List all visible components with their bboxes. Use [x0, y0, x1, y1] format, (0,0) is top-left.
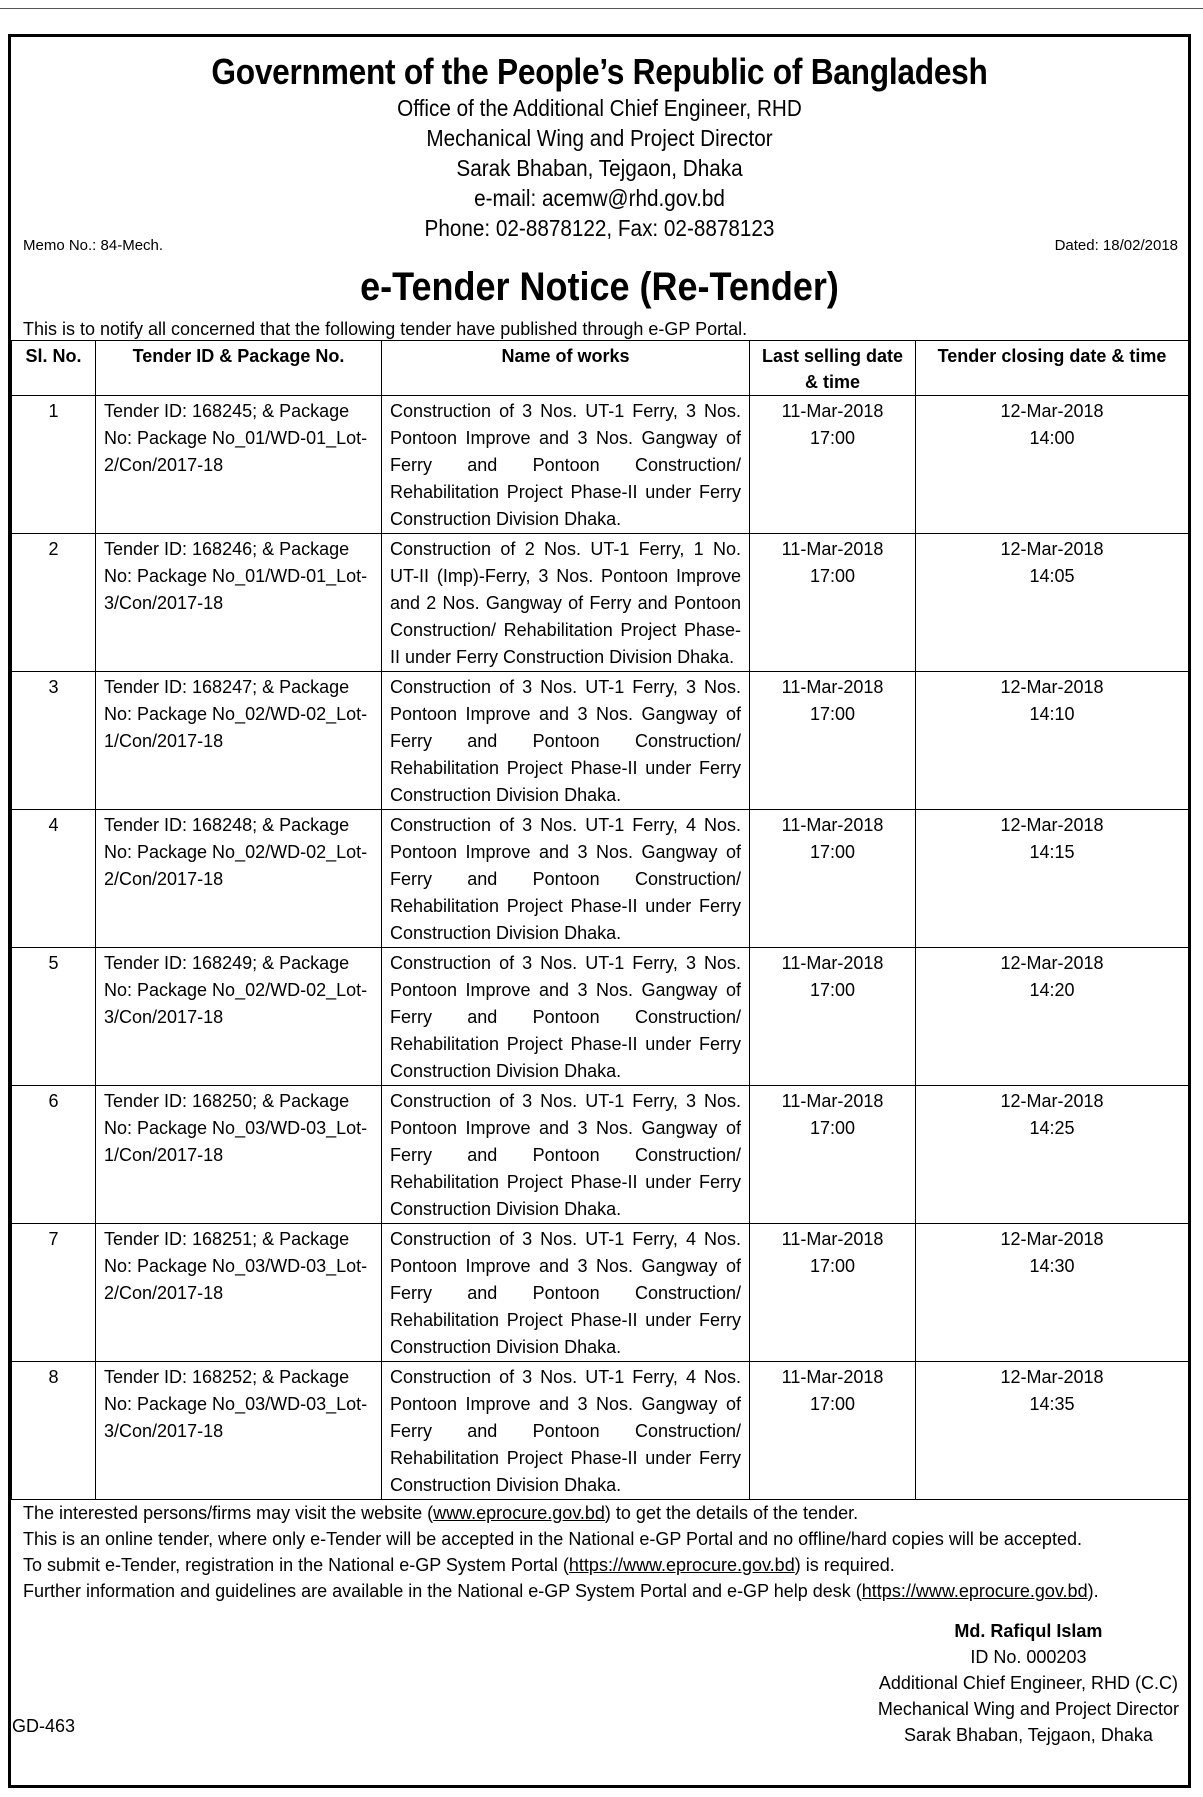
footer-text: Further information and guidelines are available in the National e-GP System Portal and e-GP help desk (	[23, 1581, 862, 1601]
cell-tender-id	[96, 1224, 382, 1362]
cell-tender-id-text: Tender ID: 168247; & Package No: Package No_02/WD-02_Lot-1/Con/2017-18	[104, 677, 368, 751]
cell-closing	[916, 1362, 1189, 1500]
cell-sl-no-text: 7	[48, 1229, 59, 1249]
cell-last-selling-text: 17:00	[809, 566, 856, 586]
cell-last-selling-text: 17:00	[809, 1256, 856, 1276]
column-header-works: Name of works	[382, 341, 750, 396]
top-rule	[0, 8, 1203, 9]
cell-name-of-works-text: Construction of 3 Nos. UT-1 Ferry, 3 Nos. Pontoon Improve and 3 Nos. Gangway of Ferry and Pontoon Construction/ Rehabilitation Project Phase-II under Ferry Construction Division Dhaka.	[390, 1091, 741, 1219]
cell-last-selling	[750, 1086, 916, 1224]
memo-date: Dated: 18/02/2018	[1054, 237, 1178, 254]
footer-text: ) to get the details of the tender.	[604, 1503, 859, 1523]
cell-last-selling-text: 11-Mar-2018	[781, 1367, 884, 1387]
intro-text: This is to notify all concerned that the following tender have published through e-GP Portal.	[23, 319, 748, 339]
cell-name-of-works-text: Construction of 3 Nos. UT-1 Ferry, 4 Nos. Pontoon Improve and 3 Nos. Gangway of Ferry and Pontoon Construction/ Rehabilitation Project Phase-II under Ferry Construction Division Dhaka.	[390, 815, 741, 943]
cell-closing-text: 12-Mar-2018	[1000, 815, 1104, 835]
cell-tender-id-text: Tender ID: 168246; & Package No: Package No_01/WD-01_Lot-3/Con/2017-18	[104, 539, 368, 613]
cell-name-of-works-text: Construction of 3 Nos. UT-1 Ferry, 3 Nos. Pontoon Improve and 3 Nos. Gangway of Ferry and Pontoon Construction/ Rehabilitation Project Phase-II under Ferry Construction Division Dhaka.	[390, 953, 741, 1081]
office-line: Office of the Additional Chief Engineer, RHD	[397, 95, 802, 121]
footer-text: To submit e-Tender, registration in the National e-GP System Portal (	[23, 1555, 569, 1575]
cell-name-of-works	[382, 1086, 750, 1224]
cell-last-selling-text: 11-Mar-2018	[781, 539, 884, 559]
cell-tender-id-text: Tender ID: 168245; & Package No: Package No_01/WD-01_Lot-2/Con/2017-18	[104, 401, 368, 475]
signatory-id: ID No. 000203	[970, 1647, 1087, 1667]
cell-closing	[916, 534, 1189, 672]
table-row	[12, 396, 1189, 534]
memo-row	[11, 237, 1188, 259]
cell-closing-text: 14:10	[1029, 704, 1075, 724]
cell-closing-text: 12-Mar-2018	[1000, 953, 1104, 973]
cell-tender-id	[96, 948, 382, 1086]
cell-closing	[916, 948, 1189, 1086]
cell-last-selling-text: 11-Mar-2018	[781, 815, 884, 835]
cell-tender-id-text: Tender ID: 168252; & Package No: Package No_03/WD-03_Lot-3/Con/2017-18	[104, 1367, 368, 1441]
address-line: Sarak Bhaban, Tejgaon, Dhaka	[456, 155, 743, 181]
cell-tender-id-text: Tender ID: 168251; & Package No: Package No_03/WD-03_Lot-2/Con/2017-18	[104, 1229, 368, 1303]
letterhead	[11, 51, 1188, 243]
cell-tender-id-text: Tender ID: 168249; & Package No: Package No_02/WD-02_Lot-3/Con/2017-18	[104, 953, 368, 1027]
cell-tender-id	[96, 534, 382, 672]
cell-tender-id-text: Tender ID: 168250; & Package No: Package No_03/WD-03_Lot-1/Con/2017-18	[104, 1091, 368, 1165]
cell-name-of-works-text: Construction of 3 Nos. UT-1 Ferry, 4 Nos. Pontoon Improve and 3 Nos. Gangway of Ferry and Pontoon Construction/ Rehabilitation Project Phase-II under Ferry Construction Division Dhaka.	[390, 1229, 741, 1357]
gd-number: GD-463	[12, 1716, 76, 1736]
table-row	[12, 1086, 1189, 1224]
cell-closing-text: 14:35	[1029, 1394, 1075, 1414]
cell-last-selling-text: 17:00	[809, 1394, 856, 1414]
footer-text: ) is required.	[794, 1555, 895, 1575]
cell-tender-id	[96, 810, 382, 948]
cell-last-selling-text: 11-Mar-2018	[781, 1229, 884, 1249]
cell-name-of-works-text: Construction of 3 Nos. UT-1 Ferry, 4 Nos. Pontoon Improve and 3 Nos. Gangway of Ferry and Pontoon Construction/ Rehabilitation Project Phase-II under Ferry Construction Division Dhaka.	[390, 1367, 741, 1495]
cell-name-of-works	[382, 1362, 750, 1500]
eprocure-link[interactable]: www.eprocure.gov.bd	[433, 1503, 605, 1523]
wing-line: Mechanical Wing and Project Director	[426, 125, 773, 151]
cell-sl-no	[12, 672, 96, 810]
cell-sl-no-text: 1	[48, 401, 59, 421]
cell-closing	[916, 1086, 1189, 1224]
cell-closing	[916, 672, 1189, 810]
cell-closing	[916, 810, 1189, 948]
cell-last-selling	[750, 1224, 916, 1362]
cell-closing-text: 12-Mar-2018	[1000, 539, 1104, 559]
cell-tender-id-text: Tender ID: 168248; & Package No: Package No_02/WD-02_Lot-2/Con/2017-18	[104, 815, 368, 889]
cell-last-selling-text: 17:00	[809, 1118, 856, 1138]
cell-name-of-works-text: Construction of 2 Nos. UT-1 Ferry, 1 No. UT-II (Imp)-Ferry, 3 Nos. Pontoon Improve and 2 Nos. Gangway of Ferry and Pontoon Construction/ Rehabilitation Project Phase-II under Ferry Construction Division Dhaka.	[390, 539, 741, 667]
cell-last-selling-text: 11-Mar-2018	[781, 401, 884, 421]
cell-closing-text: 12-Mar-2018	[1000, 677, 1104, 697]
cell-last-selling	[750, 1362, 916, 1500]
cell-sl-no	[12, 1086, 96, 1224]
cell-closing-text: 12-Mar-2018	[1000, 1229, 1104, 1249]
cell-sl-no	[12, 396, 96, 534]
footer-line-website	[23, 1500, 1188, 1526]
column-header-sl: Sl. No.	[12, 341, 96, 396]
cell-closing-text: 14:30	[1029, 1256, 1075, 1276]
signatory-address: Sarak Bhaban, Tejgaon, Dhaka	[904, 1725, 1153, 1745]
column-header-tender: Tender ID & Package No.	[96, 341, 382, 396]
notice-frame	[8, 34, 1191, 1788]
table-row	[12, 948, 1189, 1086]
cell-last-selling-text: 17:00	[809, 428, 856, 448]
cell-tender-id	[96, 1362, 382, 1500]
cell-closing-text: 14:00	[1029, 428, 1075, 448]
cell-tender-id	[96, 1086, 382, 1224]
cell-last-selling	[750, 672, 916, 810]
cell-last-selling	[750, 948, 916, 1086]
signatory-title: Additional Chief Engineer, RHD (C.C)	[878, 1673, 1178, 1693]
table-row	[12, 810, 1189, 948]
cell-tender-id	[96, 672, 382, 810]
cell-sl-no	[12, 534, 96, 672]
footer-line-online: This is an online tender, where only e-Tender will be accepted in the National e-GP Portal and no offline/hard copies will be accepted.	[23, 1529, 1082, 1549]
cell-last-selling-text: 17:00	[809, 704, 856, 724]
memo-number: Memo No.: 84-Mech.	[23, 237, 164, 254]
cell-name-of-works	[382, 672, 750, 810]
table-body	[12, 396, 1189, 1500]
table-row	[12, 1362, 1189, 1500]
cell-sl-no-text: 3	[48, 677, 59, 697]
cell-last-selling	[750, 810, 916, 948]
cell-name-of-works-text: Construction of 3 Nos. UT-1 Ferry, 3 Nos. Pontoon Improve and 3 Nos. Gangway of Ferry and Pontoon Construction/ Rehabilitation Project Phase-II under Ferry Construction Division Dhaka.	[390, 401, 741, 529]
cell-sl-no	[12, 1362, 96, 1500]
cell-name-of-works	[382, 1224, 750, 1362]
cell-sl-no-text: 4	[48, 815, 59, 835]
cell-sl-no	[12, 810, 96, 948]
cell-last-selling-text: 11-Mar-2018	[781, 1091, 884, 1111]
cell-closing	[916, 1224, 1189, 1362]
footer-line-registration	[23, 1552, 1188, 1578]
cell-sl-no	[12, 948, 96, 1086]
cell-closing-text: 12-Mar-2018	[1000, 1091, 1104, 1111]
cell-name-of-works-text: Construction of 3 Nos. UT-1 Ferry, 3 Nos. Pontoon Improve and 3 Nos. Gangway of Ferry and Pontoon Construction/ Rehabilitation Project Phase-II under Ferry Construction Division Dhaka.	[390, 677, 741, 805]
footer-line-guidelines	[23, 1578, 1188, 1604]
cell-name-of-works	[382, 948, 750, 1086]
cell-last-selling-text: 11-Mar-2018	[781, 677, 884, 697]
notice-title: e-Tender Notice (Re-Tender)	[360, 265, 839, 309]
footer-text: ).	[1087, 1581, 1099, 1601]
cell-closing-text: 12-Mar-2018	[1000, 1367, 1104, 1387]
cell-sl-no-text: 2	[48, 539, 59, 559]
cell-last-selling-text: 11-Mar-2018	[781, 953, 884, 973]
cell-last-selling	[750, 534, 916, 672]
email-line: e-mail: acemw@rhd.gov.bd	[474, 185, 725, 211]
cell-tender-id	[96, 396, 382, 534]
column-header-last-selling: Last selling date & time	[750, 341, 916, 396]
cell-closing-text: 14:25	[1029, 1118, 1075, 1138]
cell-closing	[916, 396, 1189, 534]
cell-closing-text: 14:05	[1029, 566, 1075, 586]
column-header-closing: Tender closing date & time	[916, 341, 1189, 396]
cell-closing-text: 14:20	[1029, 980, 1075, 1000]
phone-line: Phone: 02-8878122, Fax: 02-8878123	[424, 215, 775, 241]
signatory-wing: Mechanical Wing and Project Director	[877, 1699, 1179, 1719]
table-row	[12, 1224, 1189, 1362]
cell-last-selling	[750, 396, 916, 534]
cell-last-selling-text: 17:00	[809, 842, 856, 862]
footer-notes	[11, 1500, 1188, 1604]
helpdesk-link[interactable]: https://www.eprocure.gov.bd	[861, 1581, 1088, 1601]
cell-name-of-works	[382, 810, 750, 948]
cell-closing-text: 12-Mar-2018	[1000, 401, 1104, 421]
cell-sl-no-text: 8	[48, 1367, 59, 1387]
cell-name-of-works	[382, 534, 750, 672]
cell-sl-no	[12, 1224, 96, 1362]
table-header-row	[12, 341, 1189, 396]
cell-sl-no-text: 6	[48, 1091, 59, 1111]
cell-name-of-works	[382, 396, 750, 534]
cell-closing-text: 14:15	[1029, 842, 1075, 862]
government-title: Government of the People’s Republic of Bangladesh	[211, 51, 988, 92]
cell-last-selling-text: 17:00	[809, 980, 856, 1000]
registration-link[interactable]: https://www.eprocure.gov.bd	[568, 1555, 795, 1575]
signatory-name: Md. Rafiqul Islam	[954, 1621, 1103, 1641]
signature-block	[878, 1618, 1179, 1748]
tender-table	[11, 340, 1189, 1500]
cell-sl-no-text: 5	[48, 953, 59, 973]
table-row	[12, 534, 1189, 672]
table-row	[12, 672, 1189, 810]
footer-text: The interested persons/firms may visit the website (	[23, 1503, 434, 1523]
